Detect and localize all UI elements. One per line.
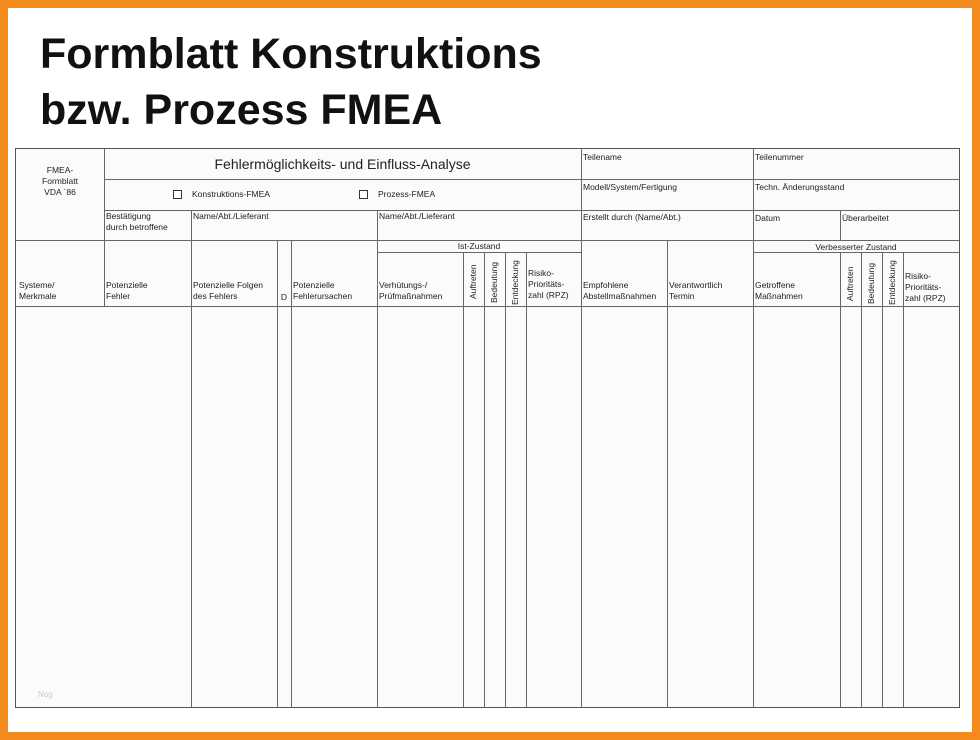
col-line-12 (840, 252, 841, 707)
option-construction-label: Konstruktions-FMEA (192, 189, 270, 199)
title-line-2: bzw. Prozess FMEA (40, 86, 443, 134)
col-responsible-1: Verantwortlich (669, 280, 723, 290)
rule-v-r3-c (840, 210, 841, 240)
watermark: Nog (38, 690, 53, 699)
rule-ist-sub (377, 252, 581, 253)
verbesserter-zustand-label: Verbesserter Zustand (815, 242, 897, 252)
part-number-label: Teilenummer (755, 152, 804, 162)
rule-v-top-a (581, 149, 582, 240)
col-rpz-2: Prioritäts- (528, 279, 565, 289)
col-line-13 (861, 252, 862, 707)
col-occurrence: Auftreten (468, 264, 478, 299)
rule-v-top-b (753, 149, 754, 240)
col-causes-2: Fehlerursachen (293, 291, 353, 301)
col-line-2 (277, 240, 278, 707)
confirm-line-2: durch betroffene (106, 222, 168, 232)
col-causes-1: Potenzielle (293, 280, 335, 290)
name-dept-supplier-2: Name/Abt./Lieferant (379, 211, 455, 221)
col-systems-1: Systeme/ (19, 280, 55, 290)
col-line-10 (667, 240, 668, 707)
col-faults-1: Potenzielle (106, 280, 148, 290)
created-by-label: Erstellt durch (Name/Abt.) (583, 212, 681, 222)
rule-v-r3-b (377, 210, 378, 240)
checkbox-process[interactable] (359, 190, 368, 199)
tech-change-label: Techn. Änderungsstand (755, 182, 845, 192)
title-line-1: Formblatt Konstruktions (40, 30, 542, 78)
col-responsible-2: Termin (669, 291, 695, 301)
rule-v-idblock (104, 149, 105, 306)
id-block-line-1: FMEA- (46, 165, 74, 175)
option-process-label: Prozess-FMEA (378, 189, 436, 199)
col-rpz2-3: zahl (RPZ) (905, 293, 946, 303)
col-prevention-1: Verhütungs-/ (379, 280, 428, 290)
col-line-1 (191, 240, 192, 707)
col-line-7 (505, 252, 506, 707)
name-dept-supplier-1: Name/Abt./Lieferant (193, 211, 269, 221)
col-line-3 (291, 240, 292, 707)
col-line-9 (581, 240, 582, 707)
col-severity: Bedeutung (489, 261, 499, 303)
col-line-11 (753, 240, 754, 707)
rule-v-r3-a (191, 210, 192, 240)
revised-label: Überarbeitet (842, 213, 889, 223)
form-heading: Fehlermöglichkeits- und Einfluss-Analyse (214, 156, 471, 172)
col-detection-2: Entdeckung (887, 260, 897, 305)
col-consequences-1: Potenzielle Folgen (193, 280, 263, 290)
col-recommended-2: Abstellmaßnahmen (583, 291, 657, 301)
col-d-marker: D (280, 292, 288, 302)
checkbox-construction[interactable] (173, 190, 182, 199)
part-name-label: Teilename (583, 152, 622, 162)
col-rpz-3: zahl (RPZ) (528, 290, 569, 300)
col-prevention-2: Prüfmaßnahmen (379, 291, 443, 301)
id-block-line-3: VDA `86 (44, 187, 76, 197)
col-consequences-2: des Fehlers (193, 291, 238, 301)
fmea-form (15, 148, 960, 708)
confirm-line-1: Bestätigung (106, 211, 151, 221)
col-taken-1: Getroffene (755, 280, 796, 290)
col-line-6 (484, 252, 485, 707)
col-line-15 (903, 252, 904, 707)
col-recommended-1: Empfohlene (583, 280, 629, 290)
date-label: Datum (755, 213, 781, 223)
model-system-label: Modell/System/Fertigung (583, 182, 678, 192)
col-faults-2: Fehler (106, 291, 131, 301)
page-title (40, 26, 542, 138)
col-detection: Entdeckung (510, 260, 520, 305)
col-line-14 (882, 252, 883, 707)
col-rpz2-1: Risiko- (905, 271, 931, 281)
col-line-5 (463, 252, 464, 707)
col-rpz2-2: Prioritäts- (905, 282, 942, 292)
col-line-8 (526, 252, 527, 707)
col-severity-2: Bedeutung (866, 262, 876, 304)
rule-h-header-bottom (16, 306, 959, 307)
ist-zustand-label: Ist-Zustand (457, 241, 501, 251)
col-systems-2: Merkmale (19, 291, 57, 301)
col-taken-2: Maßnahmen (755, 291, 803, 301)
rule-h1 (104, 179, 959, 180)
col-line-4 (377, 240, 378, 707)
id-block-line-2: Formblatt (42, 176, 78, 186)
col-rpz-1: Risiko- (528, 268, 554, 278)
col-occurrence-2: Auftreten (845, 266, 855, 301)
